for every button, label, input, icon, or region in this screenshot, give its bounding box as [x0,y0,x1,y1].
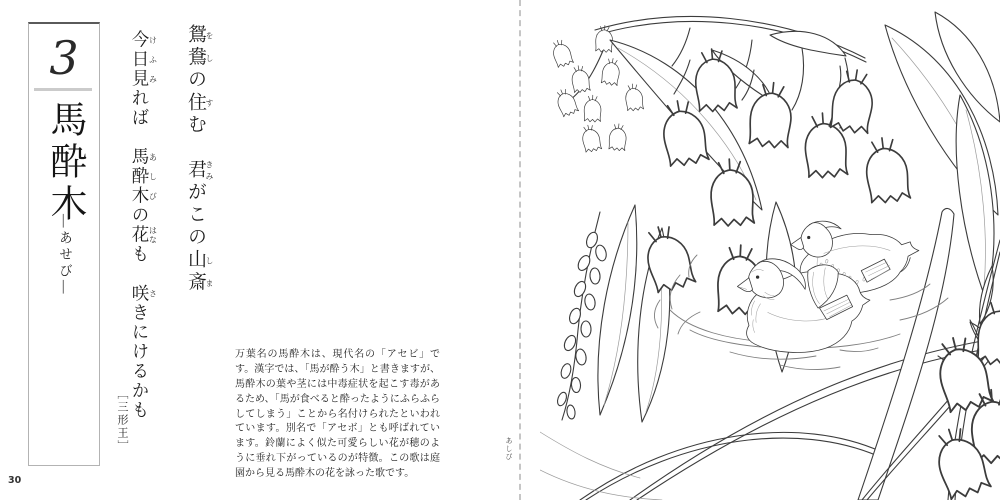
poem-column-2: 今日けふ見みれば 馬酔木あしびの花はなも 咲さきにけるかも [130,30,158,420]
spine-perforation-line [519,0,521,500]
chapter-title-box [28,22,100,466]
poem-column-1: 鴛鴦 をしの住 すむ 君 きみがこの山斎 しま [185,24,214,294]
coloring-page-illustration [540,0,1000,500]
leaves [598,12,1000,422]
mandarin-duck-pair [737,221,918,352]
chapter-divider-rule [34,88,92,91]
chapter-title-reading: ―あせび― [57,214,72,297]
spine-title-mark: あしび [505,437,513,461]
chapter-title: 馬酔木 [44,100,85,226]
small-bell-flowers [550,25,644,153]
page-number: 30 [8,475,22,486]
chapter-number: 3 [49,31,79,85]
poem-attribution: ［三形王］ [116,388,128,453]
description-text: 万葉名の馬酔木は、現代名の「アセビ」です。漢字では、「馬が酔う木」と書きますが、馬酔木の葉や茎には中毒症状を起こす毒があるため、「馬が食べると酔ったようにふらふらしてしまう」ことから名付けられたといわれています。別名で「アセボ」とも呼ばれています。鈴蘭によく似た可愛らしい花が穂のように垂れ下がっているのが特徴。この歌は庭園から見る馬酔木の花を詠った歌です。 [235,349,440,480]
